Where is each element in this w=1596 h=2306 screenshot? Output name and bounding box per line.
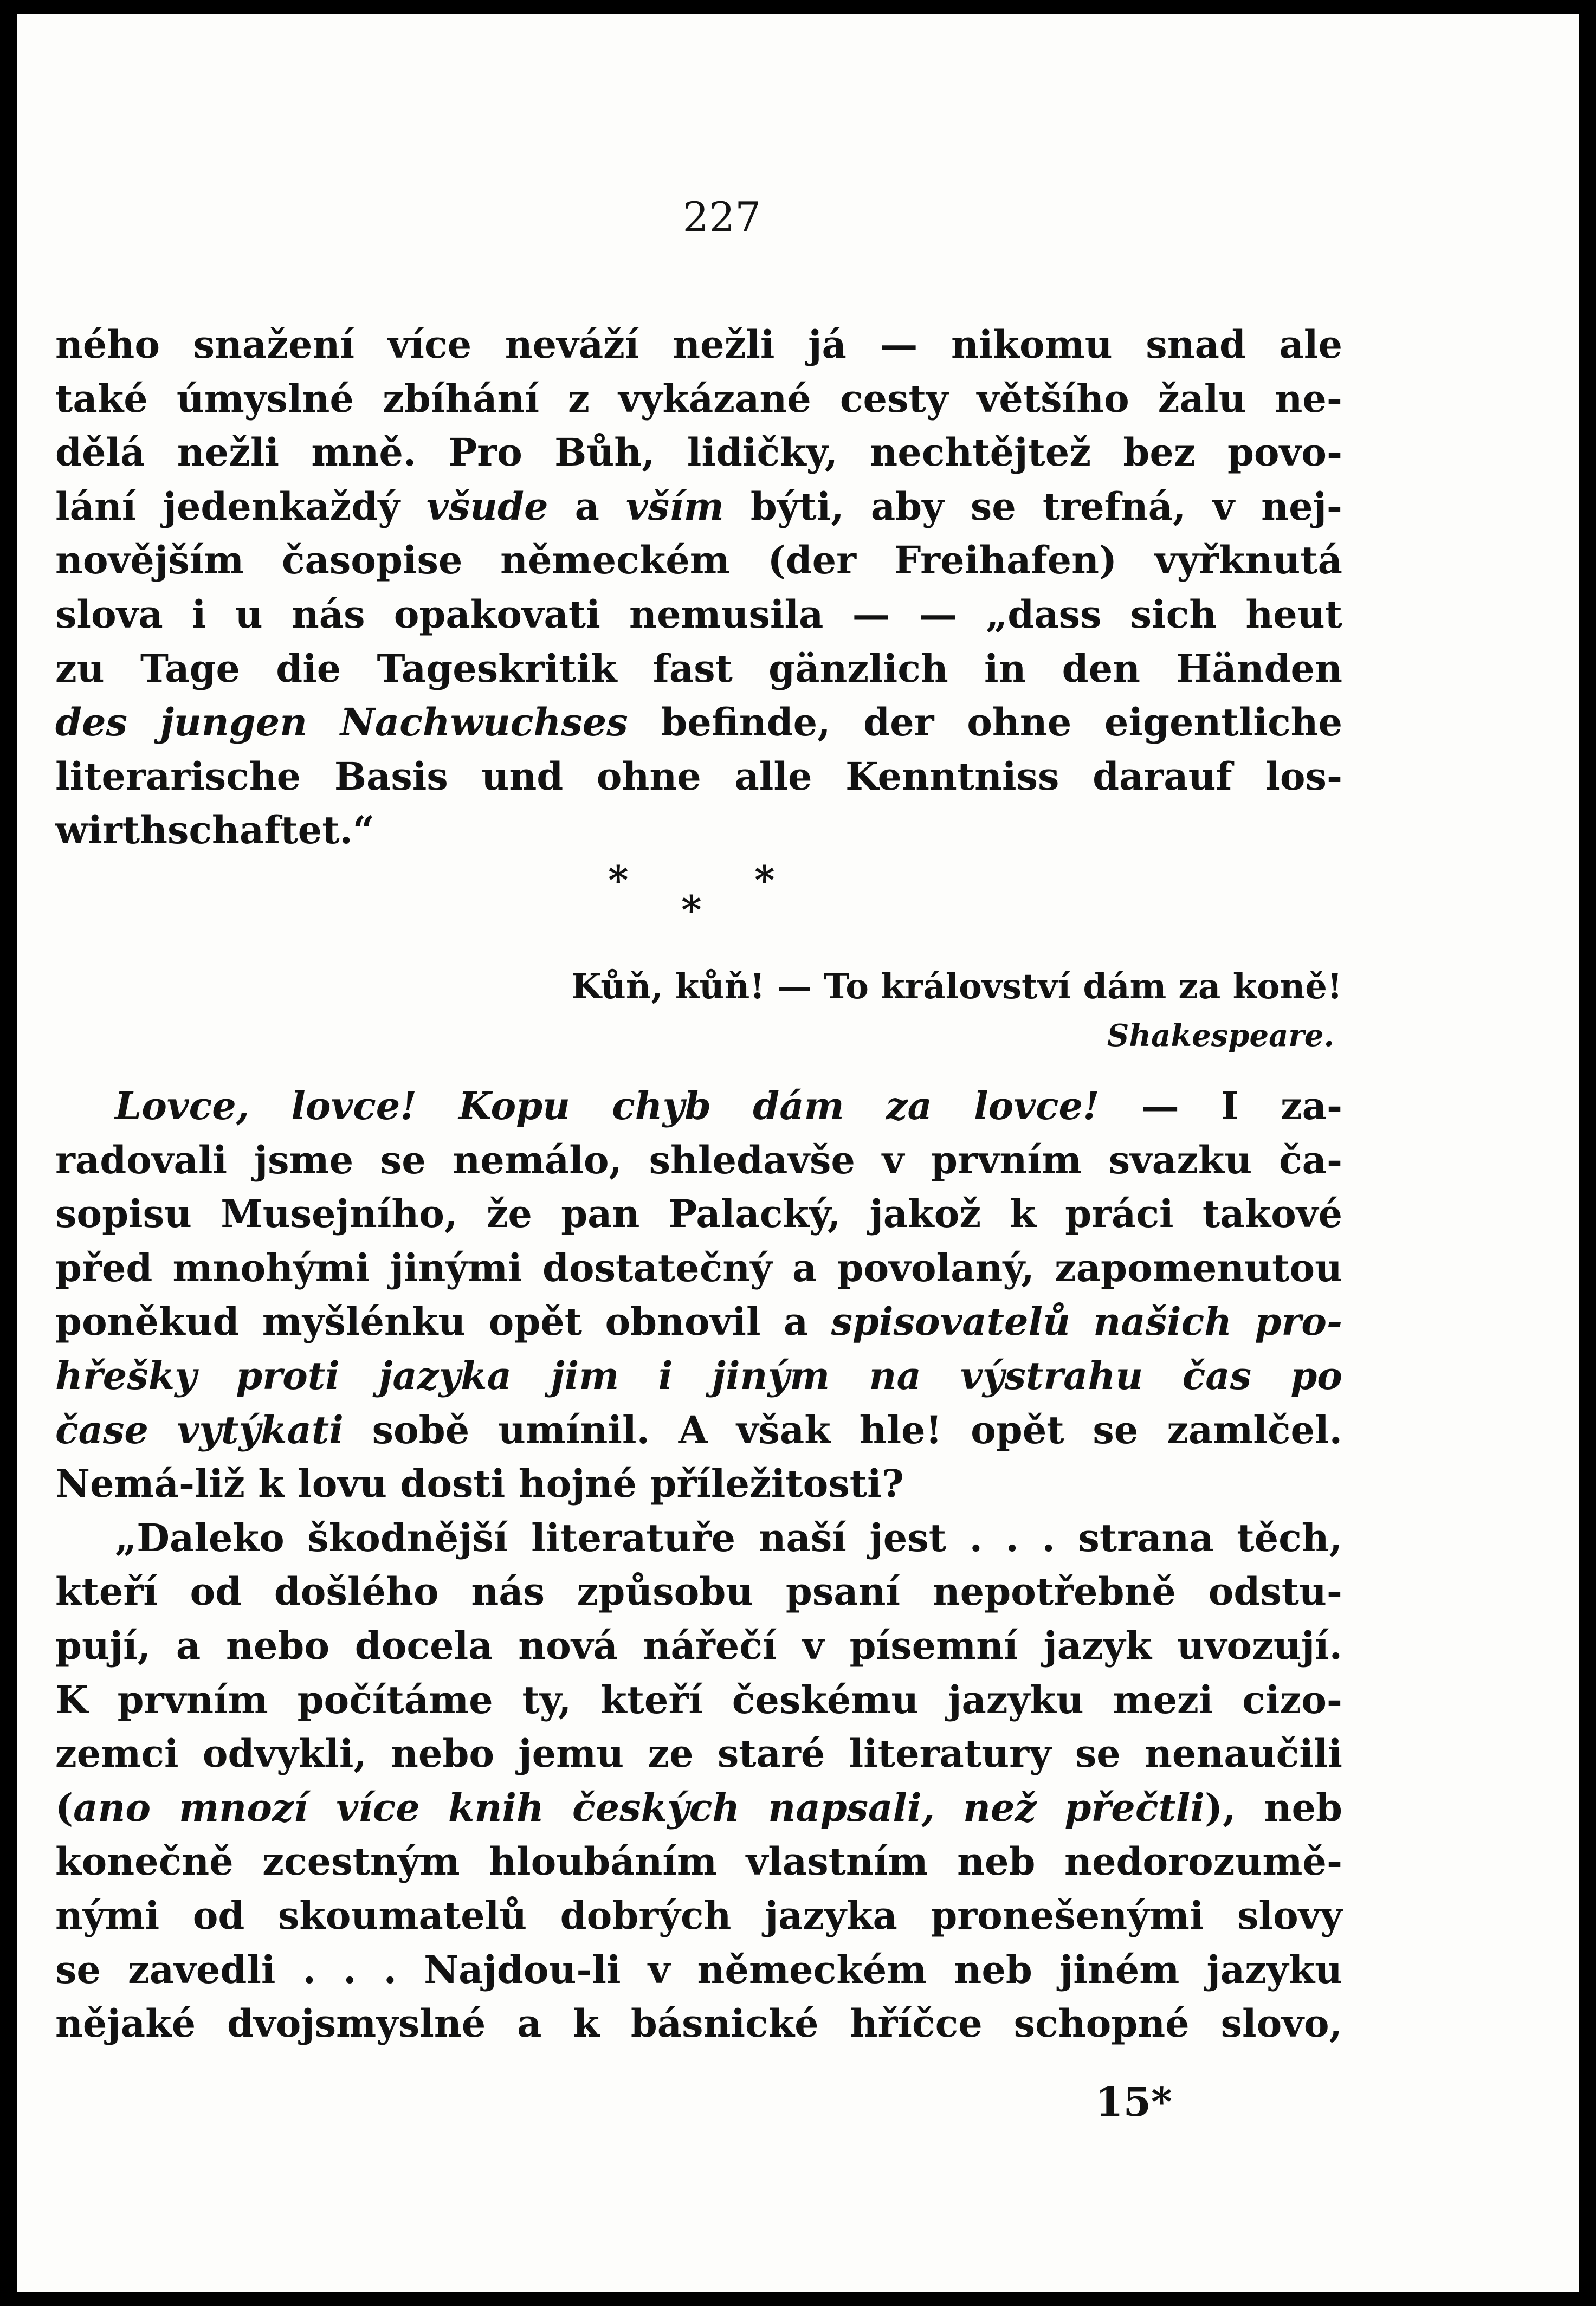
- text-line: „Daleko škodnější literatuře naší jest . . . strana těch,: [115, 1515, 1342, 1560]
- text-line: se zavedli . . . Najdou-li v německém neb jiném jazyku: [55, 1947, 1342, 1992]
- text-line: pují, a nebo docela nová nářečí v písemní jazyk uvozují.: [55, 1623, 1342, 1668]
- text-line: [55, 480, 1342, 534]
- text-line: kteří od došlého nás způsobu psaní nepotřebně odstu-: [55, 1569, 1342, 1614]
- italic-run: ano mnozí více knih českých napsali, než přečtli: [73, 1785, 1205, 1830]
- text-line: ného snažení více neváží nežli já — nikomu snad ale: [55, 322, 1342, 367]
- text-run: poněkud myšlénku opět obnovil a: [55, 1299, 831, 1345]
- text-line: radovali jsme se nemálo, shledavše v prvním svazku ča-: [55, 1137, 1342, 1183]
- italic-run: vším: [626, 483, 724, 529]
- text-line: nými od skoumatelů dobrých jazyka pronešenými slovy: [55, 1892, 1342, 1938]
- paragraph-continuation: [55, 318, 1342, 857]
- italic-run: všude: [427, 483, 548, 529]
- asterisk: *: [608, 857, 629, 903]
- text-line: také úmyslné zbíhání z vykázané cesty většího žalu ne-: [55, 376, 1342, 421]
- italic-run: čase vytýkati: [55, 1407, 344, 1452]
- text-line: [55, 695, 1342, 750]
- asterisk: *: [681, 887, 702, 933]
- text-line: před mnohými jinými dostatečný a povolaný, zapomenutou: [55, 1245, 1342, 1290]
- text-line: [55, 1781, 1342, 1835]
- section-divider-asterisks: [586, 857, 803, 938]
- epigraph: [55, 963, 1342, 1060]
- text-line: konečně zcestným hloubáním vlastním neb nedorozumě-: [55, 1839, 1342, 1884]
- text-line: [55, 1295, 1342, 1349]
- text-line: [55, 1079, 1342, 1133]
- text-line: wirthschaftet.“: [55, 808, 375, 853]
- italic-run: spisovatelů našich pro-: [831, 1299, 1342, 1345]
- text-run: lání jedenkaždý: [55, 483, 427, 529]
- text-line: dělá nežli mně. Pro Bůh, lidičky, nechtějtež bez povo-: [55, 430, 1342, 475]
- book-page: [17, 14, 1579, 2292]
- italic-run: des jungen Nachwuchses: [55, 700, 628, 745]
- text-line: literarische Basis und ohne alle Kenntniss darauf los-: [55, 753, 1342, 799]
- text-run: — I za-: [1099, 1083, 1342, 1128]
- asterisk: *: [754, 857, 775, 903]
- italic-run: Lovce, lovce! Kopu chyb dám za lovce!: [115, 1083, 1100, 1128]
- text-line: [55, 1349, 1342, 1403]
- text-run: sobě umínil. A však hle! opět se zamlčel.: [343, 1407, 1342, 1452]
- text-line: novějším časopise německém (der Freihafen) vyřknutá: [55, 538, 1342, 583]
- text-line: zemci odvykli, nebo jemu ze staré literatury se nenaučili: [55, 1731, 1342, 1777]
- printer-signature-mark: 15*: [1095, 2079, 1172, 2126]
- section-body: [55, 1079, 1342, 2051]
- text-run: a: [548, 483, 626, 529]
- italic-run: hřešky proti jazyka jim i jiným na výstrahu čas po: [55, 1353, 1342, 1398]
- text-line: slova i u nás opakovati nemusila — — „dass sich heut: [55, 591, 1342, 637]
- text-line: K prvním počítáme ty, kteří českému jazyku mezi cizo-: [55, 1677, 1342, 1722]
- text-line: nějaké dvojsmyslné a k básnické hříčce schopné slovo,: [55, 2001, 1342, 2046]
- text-line: sopisu Musejního, že pan Palacký, jakož k práci takové: [55, 1191, 1342, 1237]
- text-run: býti, aby se trefná, v nej-: [723, 483, 1342, 529]
- text-run: ), neb: [1204, 1785, 1342, 1830]
- page-number: 227: [682, 193, 761, 241]
- text-line: Nemá-liž k lovu dosti hojné příležitosti?: [55, 1461, 904, 1507]
- epigraph-author: Shakespeare.: [1107, 1018, 1334, 1054]
- text-run: (: [55, 1785, 74, 1830]
- epigraph-quote: Kůň, kůň! — To království dám za koně!: [571, 966, 1342, 1007]
- text-line: [55, 1403, 1342, 1457]
- text-run: befinde, der ohne eigentliche: [628, 700, 1343, 745]
- text-line: zu Tage die Tageskritik fast gänzlich in den Händen: [55, 645, 1342, 691]
